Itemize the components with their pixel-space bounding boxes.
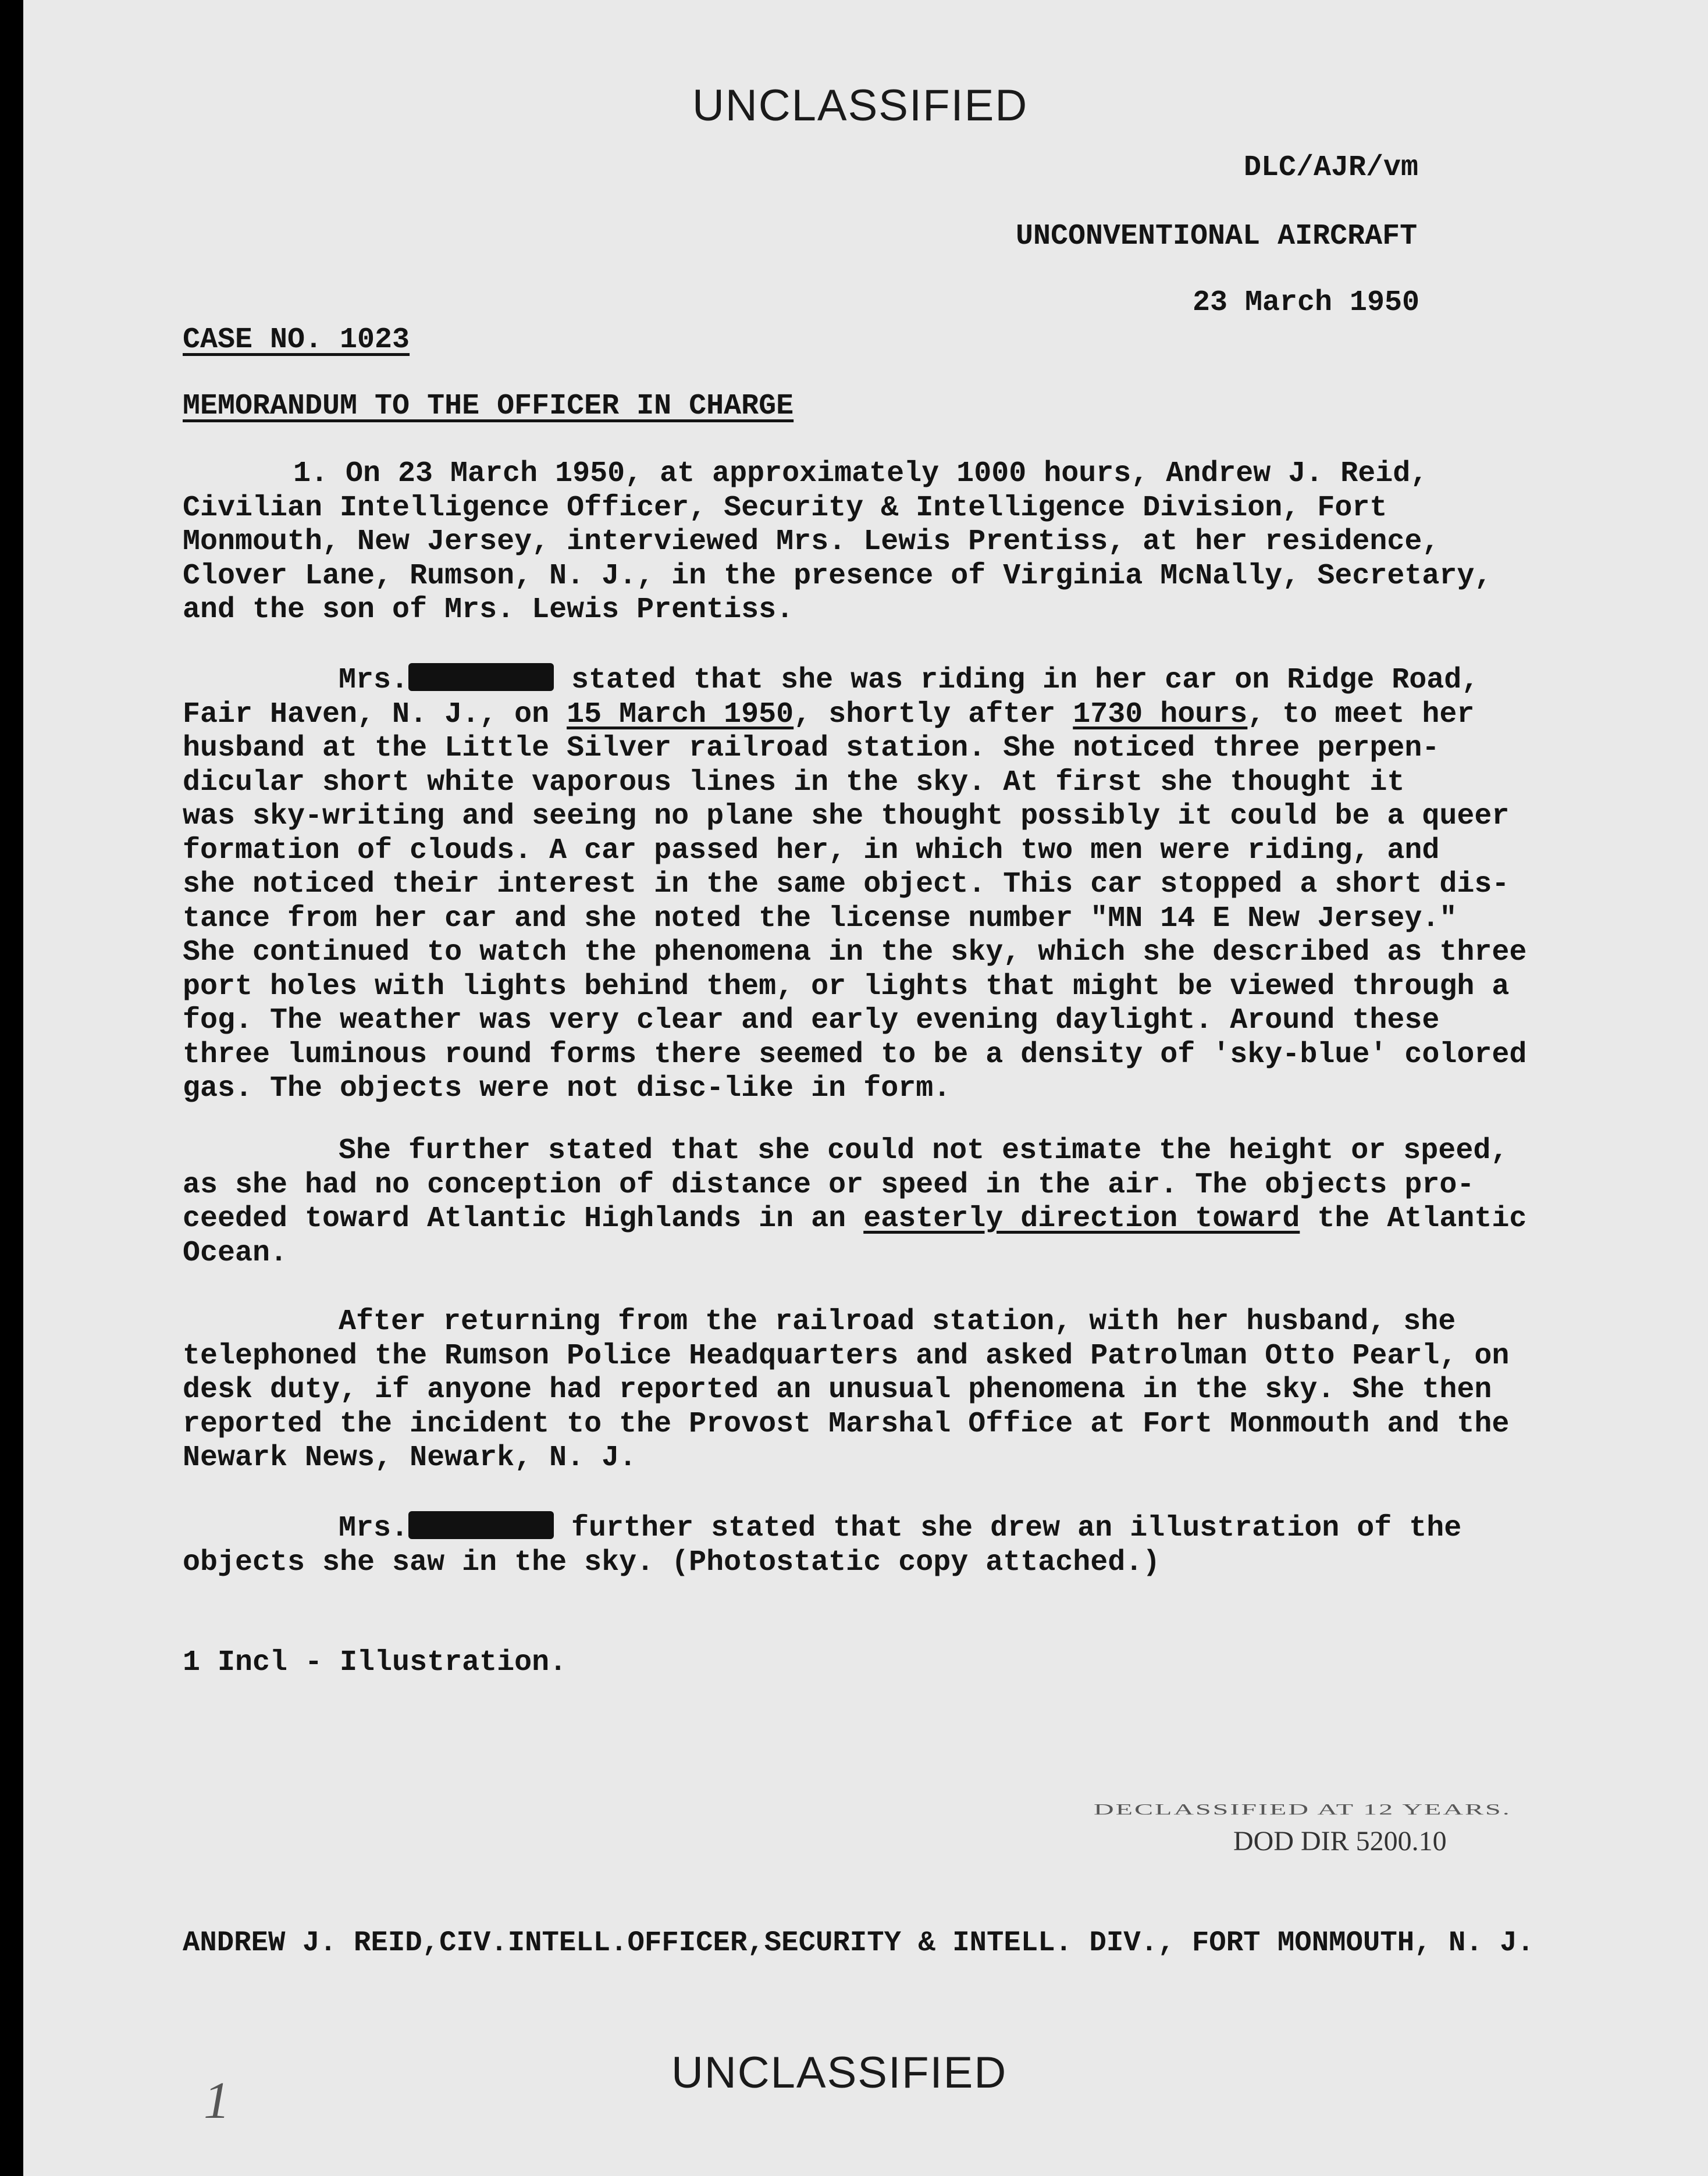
reference-code: DLC/AJR/vm xyxy=(1244,151,1419,184)
text-line: dicular short white vaporous lines in the sky. At first she thought it xyxy=(183,765,1405,799)
text-fragment: , to meet her xyxy=(1247,697,1475,731)
paragraph-5 xyxy=(183,1511,1556,1580)
text-line: She continued to watch the phenomena in the sky, which she described as three xyxy=(183,936,1527,969)
text-line: She further stated that she could not estimate the height or speed, xyxy=(339,1134,1508,1167)
subject-line: UNCONVENTIONAL AIRCRAFT xyxy=(1016,220,1418,253)
text-line xyxy=(183,1511,1556,1546)
underlined-direction: easterly direction toward xyxy=(863,1202,1300,1235)
classification-stamp-bottom: UNCLASSIFIED xyxy=(671,2048,1008,2097)
text-line: port holes with lights behind them, or lights that might be viewed through a xyxy=(183,970,1510,1003)
text-fragment: ceeded toward Atlantic Highlands in an xyxy=(183,1202,864,1235)
text-fragment: Mrs. xyxy=(339,1512,409,1545)
text-line: 1. On 23 March 1950, at approximately 1000 hours, Andrew J. Reid, xyxy=(293,457,1428,490)
text-line: husband at the Little Silver railroad station. She noticed three perpen- xyxy=(183,732,1440,765)
text-line: gas. The objects were not disc-like in form. xyxy=(183,1072,951,1105)
paragraph-2 xyxy=(183,663,1556,1106)
text-fragment: the Atlantic xyxy=(1300,1202,1527,1235)
underlined-date: 15 March 1950 xyxy=(567,697,794,731)
text-line: Ocean. xyxy=(183,1236,288,1270)
underlined-time: 1730 hours xyxy=(1073,697,1248,731)
text-line xyxy=(183,663,1556,698)
text-line: formation of clouds. A car passed her, in which two men were riding, and xyxy=(183,834,1440,867)
text-fragment: Mrs. xyxy=(339,664,409,697)
text-fragment: stated that she was riding in her car on Ridge Road, xyxy=(554,664,1479,697)
case-number: CASE NO. 1023 xyxy=(183,323,410,357)
text-line: Monmouth, New Jersey, interviewed Mrs. Lewis Prentiss, at her residence, xyxy=(183,525,1440,558)
enclosure-note: 1 Incl - Illustration. xyxy=(183,1646,567,1679)
signature-line: ANDREW J. REID,CIV.INTELL.OFFICER,SECURITY & INTELL. DIV., FORT MONMOUTH, N. J. xyxy=(183,1926,1534,1959)
text-line: as she had no conception of distance or speed in the air. The objects pro- xyxy=(183,1168,1475,1202)
text-line xyxy=(183,698,1556,732)
paragraph-4 xyxy=(183,1305,1556,1476)
text-fragment: Fair Haven, N. J., on xyxy=(183,697,567,731)
text-line: fog. The weather was very clear and early evening daylight. Around these xyxy=(183,1004,1440,1037)
text-line: objects she saw in the sky. (Photostatic copy attached.) xyxy=(183,1545,1161,1579)
text-line: was sky-writing and seeing no plane she thought possibly it could be a queer xyxy=(183,800,1510,833)
paragraph-1 xyxy=(183,457,1556,628)
text-line: Newark News, Newark, N. J. xyxy=(183,1441,637,1475)
declassified-stamp-line2: DOD DIR 5200.10 xyxy=(1233,1826,1447,1857)
text-line: Civilian Intelligence Officer, Security & Intelligence Division, Fort xyxy=(183,491,1387,525)
handwritten-page-mark: 1 xyxy=(204,2072,230,2129)
text-line: and the son of Mrs. Lewis Prentiss. xyxy=(183,593,794,626)
paragraph-3 xyxy=(183,1134,1556,1270)
declassified-stamp-line1: DECLASSIFIED AT 12 YEARS. xyxy=(1094,1801,1511,1818)
memo-date: 23 March 1950 xyxy=(1193,286,1420,319)
text-line: reported the incident to the Provost Marshal Office at Fort Monmouth and the xyxy=(183,1407,1510,1441)
classification-stamp-top: UNCLASSIFIED xyxy=(692,81,1029,130)
memo-title: MEMORANDUM TO THE OFFICER IN CHARGE xyxy=(183,390,794,423)
text-line: Clover Lane, Rumson, N. J., in the presence of Virginia McNally, Secretary, xyxy=(183,559,1492,593)
text-line: she noticed their interest in the same object. This car stopped a short dis- xyxy=(183,868,1510,901)
redaction-box xyxy=(408,1511,554,1539)
text-fragment: , shortly after xyxy=(793,697,1073,731)
redaction-box xyxy=(408,663,554,691)
document-page xyxy=(23,0,1708,2176)
text-line: After returning from the railroad station, with her husband, she xyxy=(339,1305,1456,1338)
text-line xyxy=(183,1202,1556,1237)
text-line: desk duty, if anyone had reported an unusual phenomena in the sky. She then xyxy=(183,1373,1492,1406)
text-line: three luminous round forms there seemed to be a density of 'sky-blue' colored xyxy=(183,1038,1527,1071)
text-fragment: further stated that she drew an illustration of the xyxy=(554,1512,1462,1545)
text-line: telephoned the Rumson Police Headquarters and asked Patrolman Otto Pearl, on xyxy=(183,1339,1510,1373)
text-line: tance from her car and she noted the license number "MN 14 E New Jersey." xyxy=(183,902,1457,935)
